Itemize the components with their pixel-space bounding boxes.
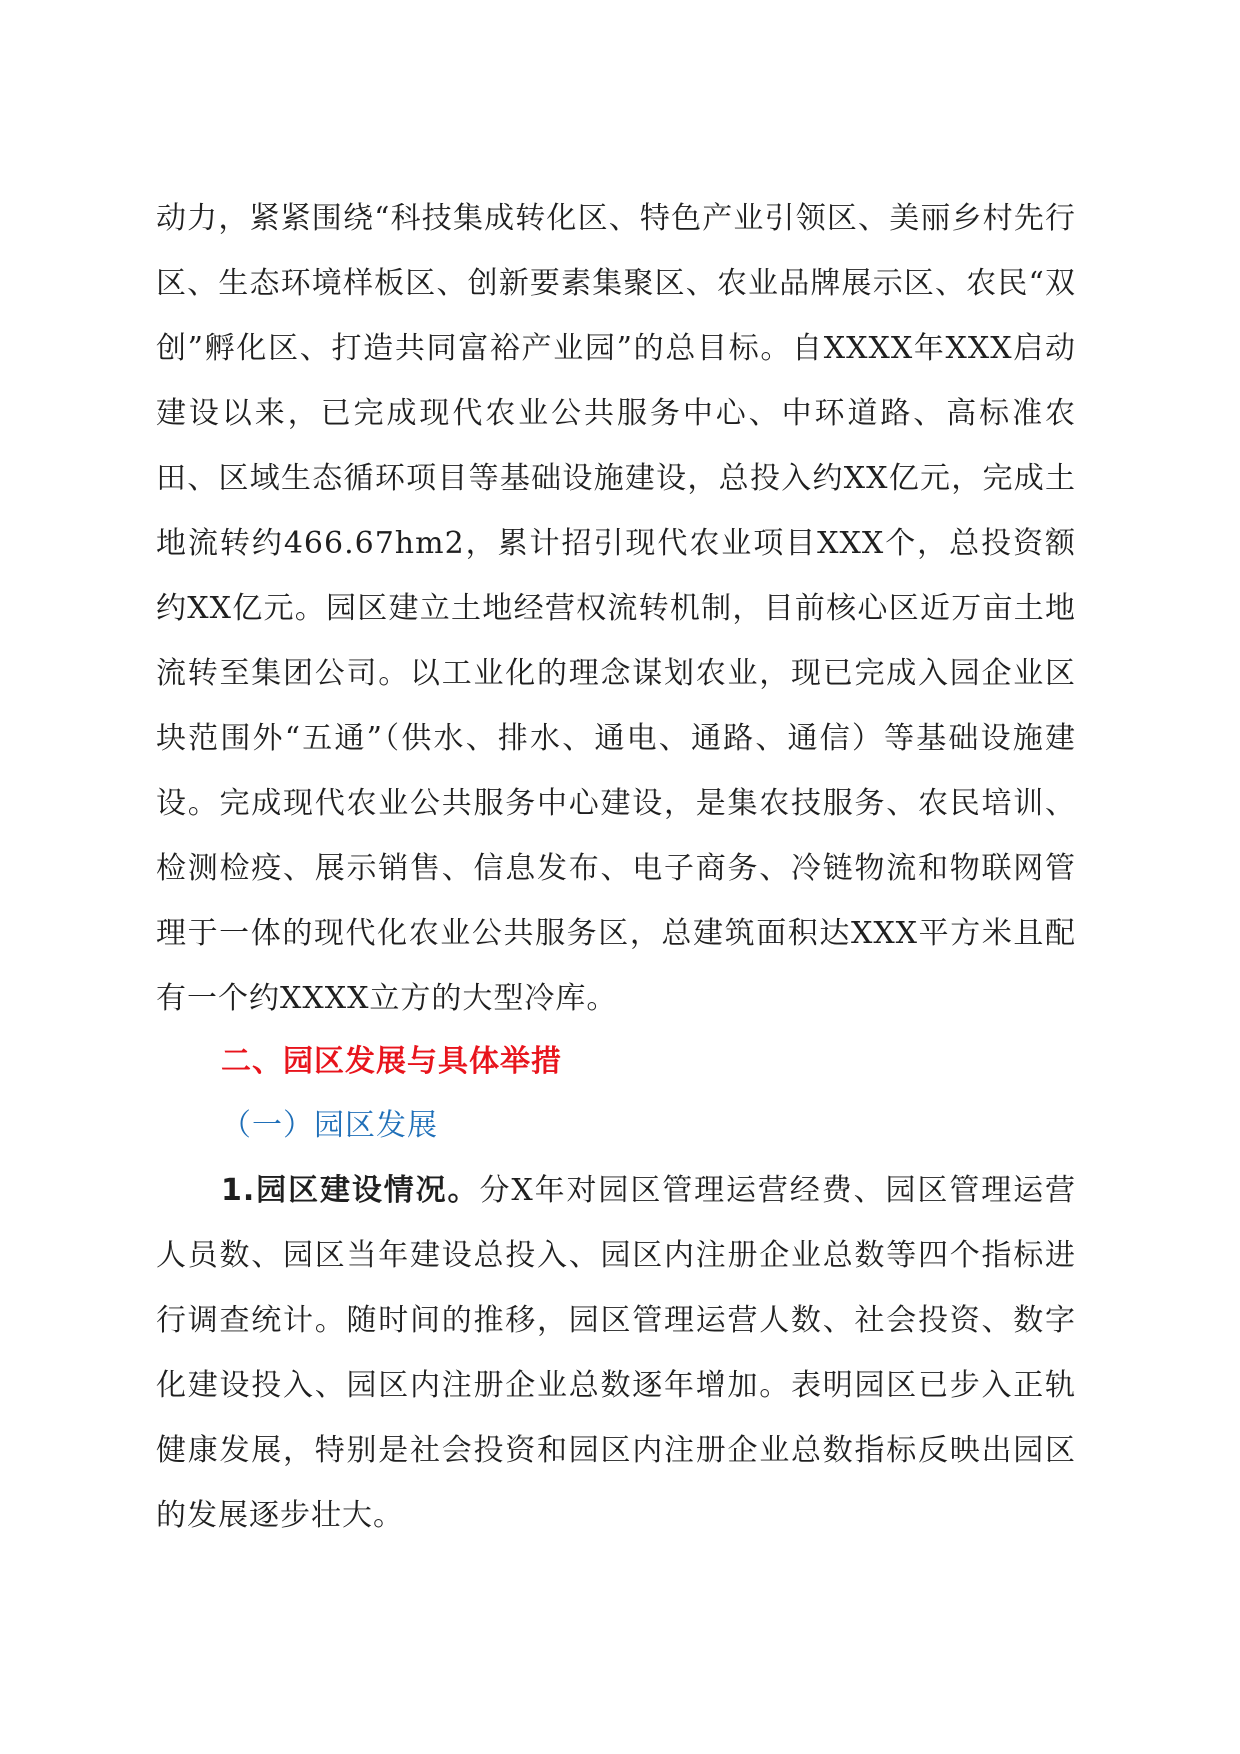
subsection-heading: （一）园区发展 <box>221 1108 438 1143</box>
paragraph-text: 动力，紧紧围绕“科技集成转化区、特色产业引领区、美丽乡村先行区、生态环境样板区、创新要素集聚区、农业品牌展示区、农民“双创”孵化区、打造共同富裕产业园”的总目标。自XXXX年XXX启动建设以来，已完成现代农业公共服务中心、中环道路、高标准农田、区域生态循环项目等基础设施建设，总投入约XX亿元，完成土地流转约466.67hm2，累计招引现代农业项目XXX个，总投资额约XX亿元。园区建立土地经营权流转机制，目前核心区近万亩土地流转至集团公司。以工业化的理念谋划农业，现已完成入园企业区块范围外“五通”（供水、排水、通电、通路、通信）等基础设施建设。完成现代农业公共服务中心建设，是集农技服务、农民培训、检测检疫、展示销售、信息发布、电子商务、冷链物流和物联网管理于一体的现代化农业公共服务区，总建筑面积达XXX平方米且配有一个约XXXX立方的大型冷库。 <box>156 201 1076 1016</box>
body-paragraph-1 <box>156 186 1076 1031</box>
section-heading: 二、园区发展与具体举措 <box>221 1044 562 1079</box>
item-1-paragraph <box>156 1158 1076 1548</box>
item-1-lead: 1.园区建设情况。 <box>221 1173 480 1208</box>
item-1-text: 分X年对园区管理运营经费、园区管理运营人员数、园区当年建设总投入、园区内注册企业总数等四个指标进行调查统计。随时间的推移，园区管理运营人数、社会投资、数字化建设投入、园区内注册企业总数逐年增加。表明园区已步入正轨健康发展，特别是社会投资和园区内注册企业总数指标反映出园区的发展逐步壮大。 <box>156 1173 1076 1533</box>
